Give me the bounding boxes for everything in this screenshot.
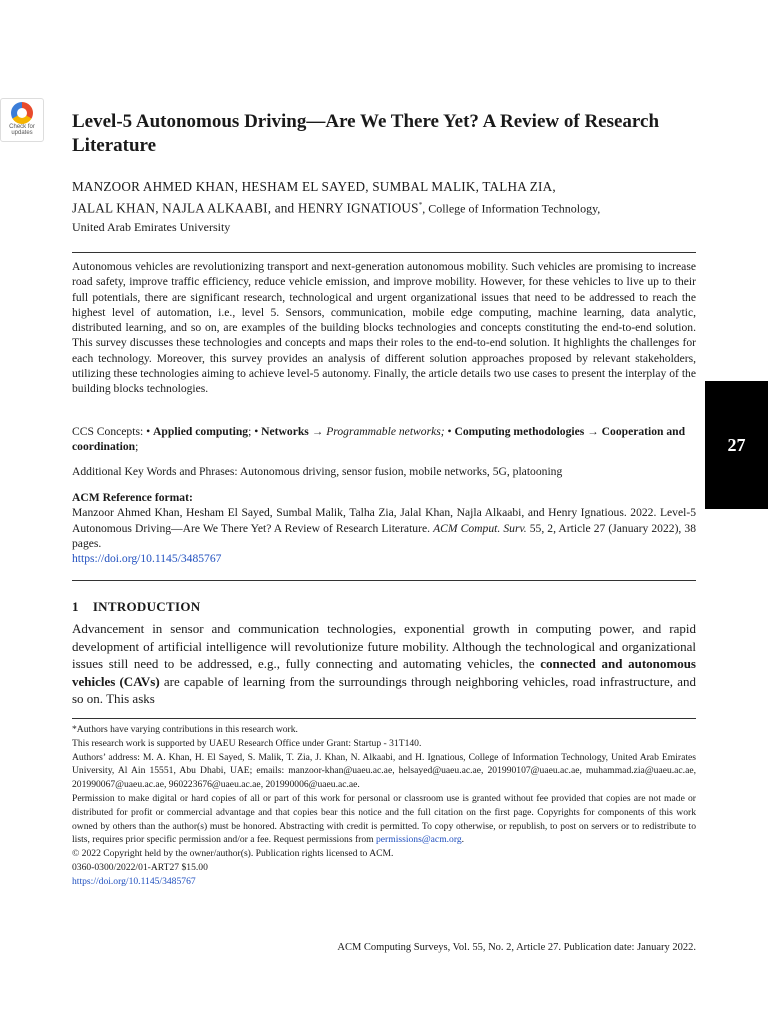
footnote-copyright: © 2022 Copyright held by the owner/author(s). Publication rights licensed to ACM. bbox=[72, 848, 394, 860]
acm-ref-text2: 55, 2, Article 27 (January 2022), 38 pages. bbox=[72, 521, 696, 550]
ccs-sep2: • bbox=[444, 425, 455, 438]
authors-line1: MANZOOR AHMED KHAN, HESHAM EL SAYED, SUMBAL MALIK, TALHA ZIA, bbox=[72, 179, 556, 194]
ccs-cooperation: Cooperation and coordination bbox=[72, 425, 686, 454]
footnote-rule bbox=[72, 718, 696, 719]
intro-bold-cavs: connected and autonomous vehicles (CAVs) bbox=[72, 656, 696, 689]
acm-reference bbox=[72, 490, 696, 566]
author-footnote-mark: * bbox=[418, 201, 423, 209]
footnote-issn: 0360-0300/2022/01-ART27 $15.00 bbox=[72, 861, 208, 873]
badge-line2: updates bbox=[11, 130, 33, 136]
ccs-computing-methodologies: Computing methodologies bbox=[454, 425, 585, 438]
author-block bbox=[72, 177, 698, 237]
top-rule bbox=[72, 252, 696, 253]
article-number-tab: 27 bbox=[705, 381, 768, 509]
ccs-applied-computing: Applied computing bbox=[153, 425, 249, 438]
footnote-doi-link[interactable]: https://doi.org/10.1145/3485767 bbox=[72, 875, 196, 887]
permission-text: Permission to make digital or hard copies of all or part of this work for personal or classroom use is granted without fee provided that copies are not made or distributed for profit or commercial advantage and that copies bear this notice and the full citation on the first page. Copyrights for components of this work owned by others than the author(s) must be honored. Abstracting with credit is permitted. To copy otherwise, or republish, to post on servers or to redistribute to lists, requires prior specific permission and/or a fee. Request permissions from bbox=[72, 792, 696, 846]
ccs-networks: Networks bbox=[261, 425, 309, 438]
introduction-paragraph bbox=[72, 620, 696, 708]
permission-end: . bbox=[461, 834, 465, 846]
acm-ref-doi-link[interactable]: https://doi.org/10.1145/3485767 bbox=[72, 552, 222, 566]
acm-reference-text bbox=[72, 505, 696, 551]
acm-reference-heading: ACM Reference format: bbox=[72, 491, 193, 504]
check-updates-icon bbox=[11, 102, 33, 124]
authors-line2-names: JALAL KHAN, NAJLA ALKAABI, and HENRY IGNATIOUS bbox=[72, 200, 419, 216]
ccs-programmable-networks: Programmable networks; bbox=[326, 425, 445, 438]
badge-line1: Check for bbox=[9, 124, 35, 130]
ccs-arrow1: → bbox=[308, 425, 327, 438]
keywords: Additional Key Words and Phrases: Autonomous driving, sensor fusion, mobile networks, 5G, platooning bbox=[72, 465, 563, 478]
mid-rule bbox=[72, 580, 696, 581]
intro-text2: are capable of learning from the surroundings through neighboring vehicles, road infrastructure, and so on. This asks bbox=[72, 673, 696, 706]
abstract: Autonomous vehicles are revolutionizing transport and next-generation autonomous mobility. Such vehicles are promising to increase road safety, improve traffic efficiency, reduce vehicle emission, and improve mobility. However, for these vehicles to live up to their full potentials, there are significant research, technological and urgent organizational issues that need to be addressed to reach the highest level of automation, i.e., level 5. Sensors, communication, mobile edge computing, machine learning, data analytic, distributed learning, and so on, are examples of the building blocks technologies and concepts constituting the end-to-end solution. This survey discusses these technologies and concepts and maps their roles to the end-to-end solution. It highlights the challenges for each technology. Moreover, this survey provides an analysis of different solution approaches proposed by relevant stakeholders, utilizing these technologies aiming to achieve level-5 autonomy. Finally, the article details two use cases to present the interplay of the building blocks technologies. bbox=[72, 260, 696, 396]
intro-text1: Advancement in sensor and communication technologies, exponential growth in computing power, and rapid development of artificial intelligence will revolutionize future mobility. Although the technological and organizational issues still need to be addressed, e.g., fully connecting and automating vehicles, the bbox=[72, 621, 696, 671]
ccs-prefix: CCS Concepts: • bbox=[72, 425, 154, 438]
ccs-arrow2: → bbox=[584, 425, 602, 438]
footnotes bbox=[72, 723, 696, 889]
footnote-funding: This research work is supported by UAEU Research Office under Grant: Startup - 31T140. bbox=[72, 737, 422, 749]
section-heading bbox=[72, 599, 200, 615]
ccs-concepts bbox=[72, 424, 696, 455]
section-number: 1 bbox=[72, 599, 79, 614]
affiliation-university: United Arab Emirates University bbox=[72, 220, 231, 235]
section-title: INTRODUCTION bbox=[92, 599, 201, 614]
footnote-address: Authors’ address: M. A. Khan, H. El Sayed, S. Malik, T. Zia, J. Khan, N. Alkaabi, and H. Ignatious, College of Information Technology, United Arab Emirates University, Al Ain 15551, Abu Dhabi, UAE; emails: manzoor-khan@uaeu.ac.ae, helsayed@uaeu.ac.ae, 201990107@uaeu.ac.ae, muhammad.zia@uaeu.ac.ae, 201990067@uaeu.ac.ae, 960223676@uaeu.ac.ae, 201990006@uaeu.ac.ae. bbox=[72, 751, 696, 791]
ccs-end: ; bbox=[135, 440, 139, 454]
ccs-sep1: ; • bbox=[248, 425, 262, 438]
paper-title: Level-5 Autonomous Driving—Are We There Yet? A Review of Research Literature bbox=[72, 111, 660, 156]
permissions-email-link[interactable]: permissions@acm.org bbox=[376, 834, 462, 846]
authors-line2 bbox=[72, 196, 698, 218]
footnote-contributions: *Authors have varying contributions in this research work. bbox=[72, 724, 298, 735]
acm-ref-journal: ACM Comput. Surv. bbox=[433, 521, 527, 535]
check-for-updates-badge[interactable] bbox=[0, 98, 44, 142]
affiliation: , College of Information Technology, bbox=[422, 201, 601, 216]
acm-ref-text1: Manzoor Ahmed Khan, Hesham El Sayed, Sumbal Malik, Talha Zia, Jalal Khan, Najla Alkaabi, and Henry Ignatious. 2022. Level-5 Autonomous Driving—Are We There Yet? A Review of Research Literature. bbox=[72, 506, 696, 535]
footnote-permission bbox=[72, 792, 696, 847]
page-footer: ACM Computing Surveys, Vol. 55, No. 2, Article 27. Publication date: January 2022. bbox=[337, 942, 696, 953]
